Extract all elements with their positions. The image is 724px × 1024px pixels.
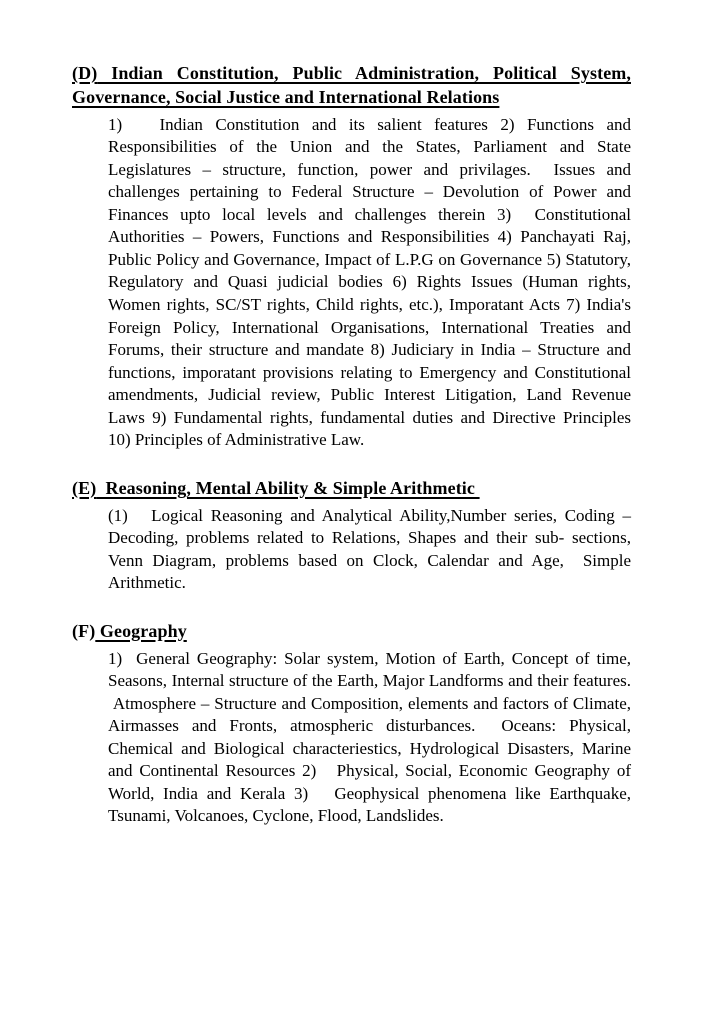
section-f [72, 620, 631, 828]
section-d-label: (D) [72, 63, 98, 83]
section-e-body: (1) Logical Reasoning and Analytical Ability,Number series, Coding – Decoding, problems related to Relations, Shapes and their sub- sections, Venn Diagram, problems based on Clock, Calendar and Age, Simple Arithmetic. [108, 505, 631, 593]
section-e [72, 477, 631, 595]
section-f-body: 1) General Geography: Solar system, Motion of Earth, Concept of time, Seasons, Internal structure of the Earth, Major Landforms and their features. Atmosphere – Structure and Composition, elements and factors of Climate, Airmasses and Fronts, atmospheric disturbances. Oceans: Physical, Chemical and Biological characteriestics, Hydrological Disasters, Marine and Continental Resources 2) Physical, Social, Economic Geography of World, India and Kerala 3) Geophysical phenomena like Earthquake, Tsunami, Volcanoes, Cyclone, Flood, Landslides. [108, 648, 631, 826]
section-f-label: (F) [72, 620, 96, 641]
section-d [72, 62, 631, 452]
section-e-title: Reasoning, Mental Ability & Simple Arithmetic [96, 477, 480, 498]
section-f-title: Geography [95, 620, 187, 641]
section-d-title: Indian Constitution, Public Administration, Political System, Governance, Social Justice and International Relations [72, 63, 631, 107]
section-d-heading [72, 62, 631, 110]
section-e-label: (E) [72, 477, 97, 498]
section-e-heading [72, 477, 631, 501]
section-d-body: 1) Indian Constitution and its salient features 2) Functions and Responsibilities of the Union and the States, Parliament and State Legislatures – structure, function, power and privilages. Issues and challenges pertaining to Federal Structure – Devolution of Power and Finances upto local levels and challenges therein 3) Constitutional Authorities – Powers, Functions and Responsibilities 4) Panchayati Raj, Public Policy and Governance, Impact of L.P.G on Governance 5) Statutory, Regulatory and Quasi judicial bodies 6) Rights Issues (Human rights, Women rights, SC/ST rights, Child rights, etc.), Imporatant Acts 7) India's Foreign Policy, International Organisations, International Treaties and Forums, their structure and mandate 8) Judiciary in India – Structure and functions, imporatant provisions relating to Emergency and Constitutional amendments, Judicial review, Public Interest Litigation, Land Revenue Laws 9) Fundamental rights, fundamental duties and Directive Principles 10) Principles of Administrative Law. [108, 114, 631, 450]
section-f-heading [72, 620, 631, 644]
